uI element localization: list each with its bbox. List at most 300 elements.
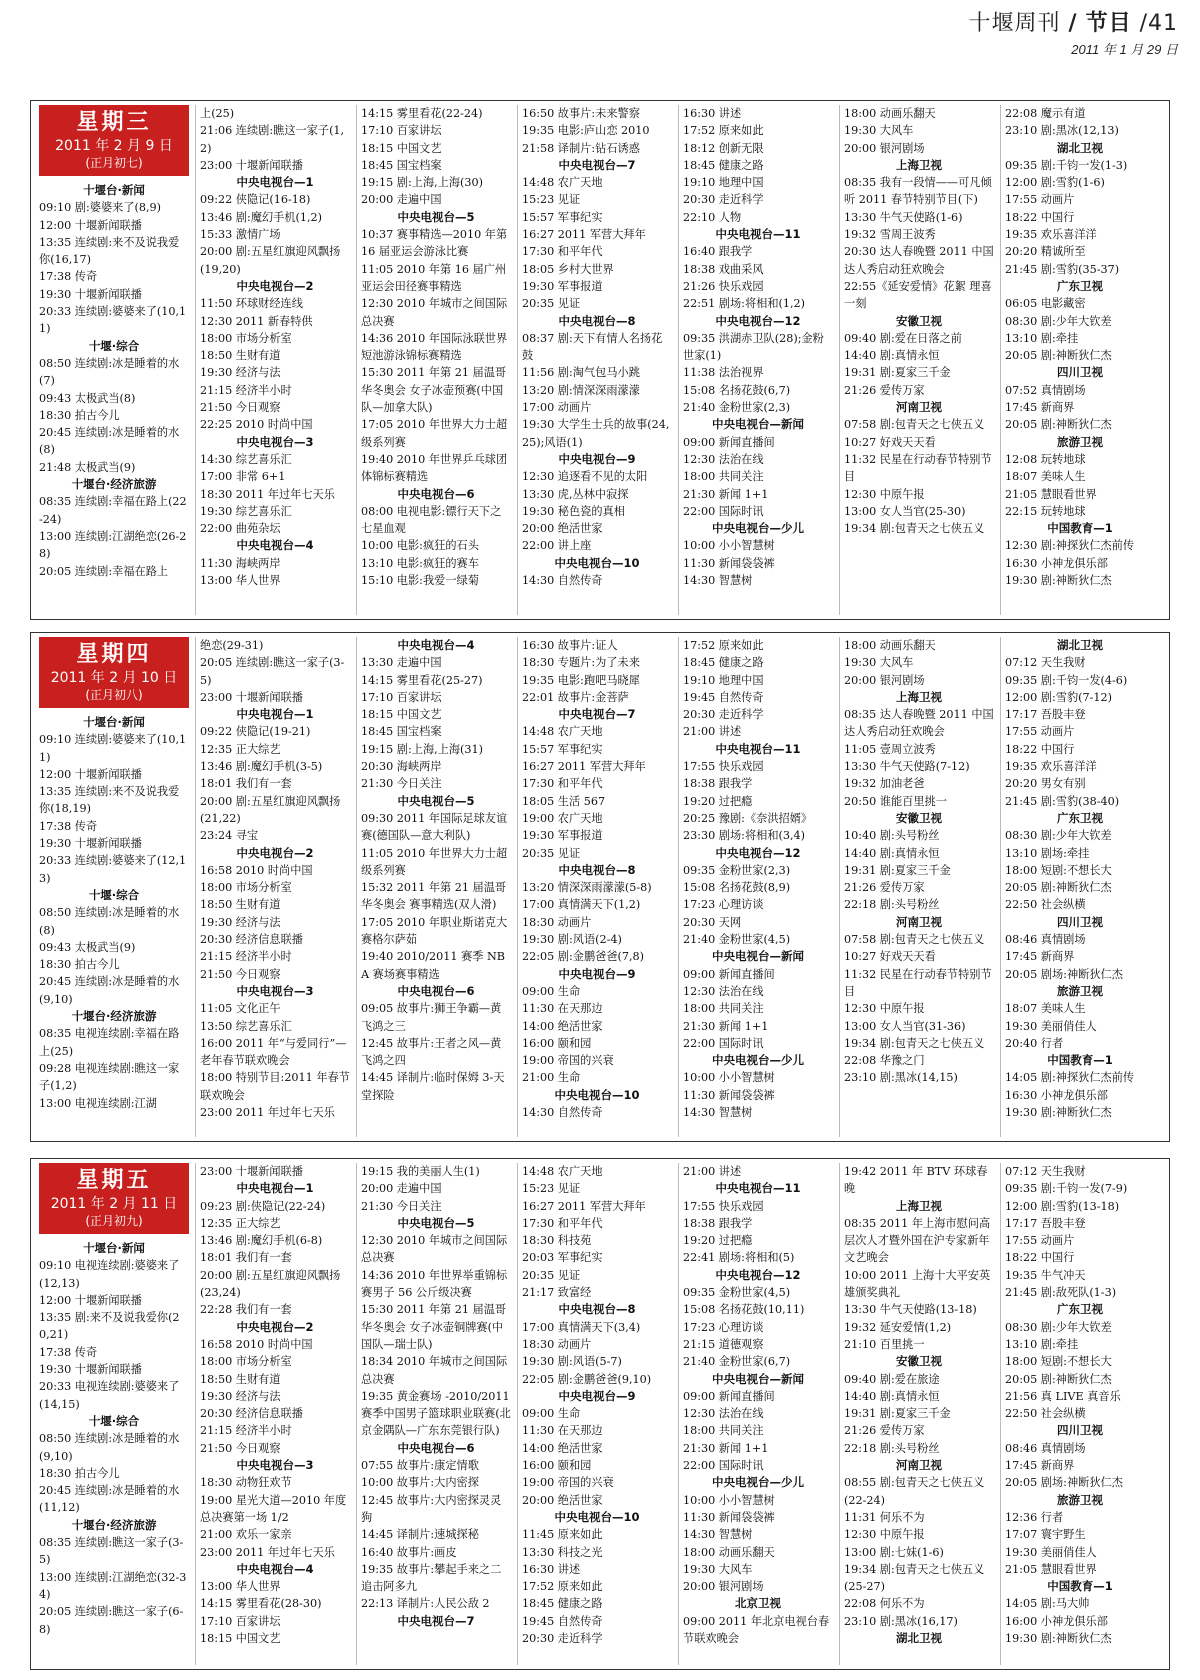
channel-heading: 中央电视台—11 xyxy=(715,1181,801,1196)
program-entry: 18:22 中国行 xyxy=(1005,210,1075,224)
schedule-column xyxy=(356,1163,517,1665)
program-entry: 08:50 连续剧:冰是睡着的水(8) xyxy=(39,906,180,937)
program-entry: 09:10 电视连续剧:婆婆来了(12,13) xyxy=(39,1259,180,1290)
program-entry: 17:10 百家讲坛 xyxy=(200,1614,281,1628)
day-date: 2011 年 2 月 10 日 xyxy=(50,670,178,686)
weekday-badge xyxy=(39,1163,189,1234)
channel-heading: 中央电视台—1 xyxy=(236,1181,314,1196)
program-entry: 23:24 寻宝 xyxy=(200,829,259,843)
program-entry: 20:25 豫剧:《奈洪招婿》 xyxy=(683,811,813,825)
program-entry: 14:36 2010 年世界举重锦标赛男子 56 公斤级决赛 xyxy=(361,1268,508,1300)
program-entry: 17:55 动画片 xyxy=(1005,193,1075,207)
program-entry: 16:27 2011 军营大拜年 xyxy=(522,228,646,242)
program-entry: 21:30 今日关注 xyxy=(361,1199,442,1213)
program-entry: 21:15 经济半小时 xyxy=(200,950,292,964)
channel-heading: 旅游卫视 xyxy=(1057,434,1103,449)
program-entry: 14:15 雾里看花(28-30) xyxy=(200,1597,322,1611)
channel-heading: 中央电视台—少儿 xyxy=(712,521,804,536)
program-entry: 12:08 玩转地球 xyxy=(1005,452,1086,466)
program-entry: 19:30 大风车 xyxy=(683,1562,753,1576)
program-entry: 23:10 剧:黑冰(12,13) xyxy=(1005,124,1119,138)
program-entry: 20:35 见证 xyxy=(522,297,581,311)
program-entry: 17:17 吾股丰登 xyxy=(1005,1216,1086,1230)
program-entry: 09:00 生命 xyxy=(522,1407,581,1421)
schedule-column xyxy=(1000,637,1161,1137)
day-date: 2011 年 2 月 9 日 xyxy=(55,138,173,154)
channel-heading: 中央电视台—9 xyxy=(558,1388,636,1403)
program-entry: 18:45 国宝档案 xyxy=(361,725,442,739)
program-entry: 08:30 剧:少年大钦差 xyxy=(1005,314,1112,328)
program-entry: 09:40 剧:爱在旅途 xyxy=(844,1372,940,1386)
program-entry: 18:38 跟我学 xyxy=(683,1216,753,1230)
program-entry: 12:30 中原午报 xyxy=(844,1528,925,1542)
channel-heading: 十堰·综合 xyxy=(88,887,140,902)
program-entry: 23:00 十堰新闻联播 xyxy=(200,1165,303,1178)
program-entry: 18:07 美味人生 xyxy=(1005,470,1086,484)
program-entry: 19:31 剧:夏家三千金 xyxy=(844,1407,951,1421)
day-columns xyxy=(39,1163,1161,1665)
program-entry: 11:32 民星在行动春节特别节目 xyxy=(844,967,992,998)
program-entry: 21:00 讲述 xyxy=(683,725,742,739)
program-entry: 10:00 小小智慧树 xyxy=(683,1493,775,1507)
program-entry: 10:00 电影:疯狂的石头 xyxy=(361,539,479,553)
program-entry: 21:30 新闻 1+1 xyxy=(683,1441,769,1455)
program-entry: 21:26 爱传万家 xyxy=(844,881,925,895)
channel-heading: 上海卫视 xyxy=(896,689,942,704)
program-entry: 22:51 剧场:将相和(1,2) xyxy=(683,297,806,311)
program-entry: 12:30 法治在线 xyxy=(683,984,764,998)
program-entry: 13:10 电影:疯狂的赛车 xyxy=(361,556,479,570)
program-entry: 21:26 快乐戏园 xyxy=(683,279,764,293)
schedule-column xyxy=(195,1163,356,1665)
program-entry: 09:23 剧:侠隐记(22-24) xyxy=(200,1199,326,1213)
channel-heading: 河南卫视 xyxy=(896,1458,942,1473)
program-entry: 17:45 新商界 xyxy=(1005,1459,1075,1473)
program-entry: 18:00 市场分析室 xyxy=(200,881,292,895)
program-entry: 13:20 情深深雨濛濛(5-8) xyxy=(522,881,652,895)
program-entry: 17:00 非常 6+1 xyxy=(200,470,286,484)
program-entry: 17:45 新商界 xyxy=(1005,401,1075,415)
program-entry: 23:30 剧场:将相和(3,4) xyxy=(683,829,806,843)
program-entry: 12:30 中原午报 xyxy=(844,487,925,501)
program-entry: 19:10 地理中国 xyxy=(683,673,764,687)
program-entry: 10:27 好戏天天看 xyxy=(844,950,936,964)
program-entry: 绝恋(29-31) xyxy=(200,639,264,652)
program-entry: 21:17 致富经 xyxy=(522,1286,592,1300)
program-entry: 20:05 剧:神断狄仁杰 xyxy=(1005,881,1112,895)
program-entry: 18:45 健康之路 xyxy=(683,158,764,172)
program-entry: 06:05 电影藏密 xyxy=(1005,297,1086,311)
channel-heading: 十堰台·经济旅游 xyxy=(71,477,157,492)
program-entry: 11:30 在天那边 xyxy=(522,1002,603,1016)
program-entry: 20:30 走近科学 xyxy=(683,193,764,207)
channel-heading: 广东卫视 xyxy=(1057,810,1103,825)
lunar-date: (正月初八) xyxy=(85,688,143,702)
channel-heading: 安徽卫视 xyxy=(896,313,942,328)
program-entry: 12:30 2010 年城市之间国际总决赛 xyxy=(361,1234,508,1265)
channel-heading: 上海卫视 xyxy=(896,157,942,172)
channel-heading: 中央电视台—9 xyxy=(558,966,636,981)
program-entry: 18:34 2010 年城市之间国际总决赛 xyxy=(361,1355,508,1386)
program-entry: 13:30 牛气天使路(1-6) xyxy=(844,210,963,224)
program-entry: 09:35 剧:千钧一发(1-3) xyxy=(1005,158,1128,172)
program-entry: 19:00 农广天地 xyxy=(522,811,603,825)
program-entry: 19:30 军事报道 xyxy=(522,279,603,293)
program-entry: 18:30 科技苑 xyxy=(522,1234,592,1248)
program-entry: 20:20 精诚所至 xyxy=(1005,245,1086,259)
program-entry: 20:05 连续剧:幸福在路上 xyxy=(39,564,169,578)
channel-heading: 中央电视台—新闻 xyxy=(712,949,804,964)
program-entry: 12:35 正大综艺 xyxy=(200,1216,281,1230)
program-entry: 18:15 中国文艺 xyxy=(361,141,442,155)
program-entry: 20:00 走遍中国 xyxy=(361,193,442,207)
program-entry: 15:10 电影:我爱一绿菊 xyxy=(361,574,479,588)
program-entry: 15:32 2011 年第 21 届温哥华冬奥会 赛事精选(双人滑) xyxy=(361,881,507,912)
program-entry: 21:40 金粉世家(4,5) xyxy=(683,933,791,947)
program-entry: 09:30 2011 年国际足球友谊赛(德国队—意大利队) xyxy=(361,811,508,843)
program-entry: 11:05 2010 年第 16 届广州亚运会田径赛事精选 xyxy=(361,262,507,293)
channel-heading: 旅游卫视 xyxy=(1057,1492,1103,1507)
program-entry: 16:00 颐和园 xyxy=(522,1459,592,1473)
program-entry: 22:10 人物 xyxy=(683,210,742,224)
program-entry: 19:30 大风车 xyxy=(844,124,914,138)
program-entry: 08:35 我有一段情——可凡倾听 2011 春节特别节目(下) xyxy=(844,176,992,207)
program-entry: 15:23 见证 xyxy=(522,193,581,207)
program-entry: 14:48 农广天地 xyxy=(522,176,603,190)
program-entry: 21:45 剧:敌死队(1-3) xyxy=(1005,1286,1117,1300)
program-entry: 09:43 太极武当(9) xyxy=(39,940,136,954)
program-entry: 19:31 剧:夏家三千金 xyxy=(844,863,951,877)
weekday-label: 星期五 xyxy=(76,1168,152,1193)
program-entry: 21:06 连续剧:瞧这一家子(1,2) xyxy=(200,124,345,155)
program-entry: 20:40 行者 xyxy=(1005,1036,1064,1050)
program-entry: 14:00 绝活世家 xyxy=(522,1019,603,1033)
program-entry: 19:35 电影:跑吧马晓犀 xyxy=(522,673,640,687)
program-entry: 10:00 故事片:大内密探 xyxy=(361,1476,479,1490)
program-entry: 07:55 故事片:康定情歌 xyxy=(361,1459,479,1473)
program-entry: 18:15 中国文艺 xyxy=(200,1632,281,1646)
program-entry: 16:30 小神龙俱乐部 xyxy=(1005,556,1108,570)
program-entry: 20:00 走遍中国 xyxy=(361,1182,442,1196)
program-entry: 13:00 剧:七妹(1-6) xyxy=(844,1545,944,1559)
program-entry: 20:05 剧场:神断狄仁杰 xyxy=(1005,967,1123,981)
program-entry: 13:35 剧:来不及说我爱你(20,21) xyxy=(39,1311,180,1342)
weekday-label: 星期三 xyxy=(76,110,152,135)
program-entry: 19:35 故事片:攀起手来之二追击阿多九 xyxy=(361,1562,502,1594)
program-entry: 21:10 百里挑一 xyxy=(844,1337,925,1351)
program-entry: 20:05 剧:神断狄仁杰 xyxy=(1005,1372,1112,1386)
program-entry: 20:30 走近科学 xyxy=(683,708,764,722)
program-entry: 18:30 动物狂欢节 xyxy=(200,1476,292,1490)
program-entry: 22:00 国际时讯 xyxy=(683,1459,764,1473)
program-entry: 09:28 电视连续剧:瞧这一家子(1,2) xyxy=(39,1061,180,1093)
channel-heading: 中央电视台—8 xyxy=(558,862,636,877)
program-entry: 20:03 军事纪实 xyxy=(522,1251,603,1265)
program-entry: 19:34 剧:包青天之七侠五义 xyxy=(844,1036,985,1050)
program-entry: 19:32 延安爱情(1,2) xyxy=(844,1320,952,1334)
program-entry: 19:34 剧:包青天之七侠五义 xyxy=(844,522,985,536)
schedule-column xyxy=(517,105,678,615)
program-entry: 13:00 连续剧:江湖绝恋(26-28) xyxy=(39,529,187,561)
program-entry: 17:00 真情满天下(1,2) xyxy=(522,898,641,912)
channel-heading: 安徽卫视 xyxy=(896,1354,942,1369)
program-entry: 08:37 剧:天下有情人名扬花鼓 xyxy=(522,331,663,363)
program-entry: 23:10 剧:黑冰(14,15) xyxy=(844,1071,958,1085)
schedule-column xyxy=(839,637,1000,1137)
channel-heading: 中央电视台—2 xyxy=(236,1319,314,1334)
lunar-date: (正月初九) xyxy=(85,1214,143,1228)
program-entry: 18:38 戏曲采风 xyxy=(683,262,764,276)
program-entry: 18:00 特别节目:2011 年春节联欢晚会 xyxy=(200,1071,350,1102)
program-entry: 19:32 加油老爸 xyxy=(844,777,925,791)
program-entry: 12:00 十堰新闻联播 xyxy=(39,767,142,781)
program-entry: 18:30 动画片 xyxy=(522,1337,592,1351)
schedule-column xyxy=(39,105,195,615)
program-entry: 14:48 农广天地 xyxy=(522,1165,603,1178)
channel-heading: 中央电视台—7 xyxy=(558,157,636,172)
program-entry: 17:10 百家讲坛 xyxy=(361,690,442,704)
program-entry: 19:30 综艺喜乐汇 xyxy=(200,504,292,518)
program-entry: 12:00 十堰新闻联播 xyxy=(39,1293,142,1307)
program-entry: 17:00 动画片 xyxy=(522,401,592,415)
program-entry: 22:50 社会纵横 xyxy=(1005,898,1086,912)
channel-heading: 中国教育—1 xyxy=(1047,521,1113,536)
channel-heading: 中央电视台—6 xyxy=(397,1440,475,1455)
program-entry: 19:34 剧:包青天之七侠五义(25-27) xyxy=(844,1562,985,1594)
weekday-badge xyxy=(39,105,189,176)
program-entry: 09:10 连续剧:婆婆来了(10,11) xyxy=(39,733,187,764)
channel-heading: 中央电视台—6 xyxy=(397,486,475,501)
program-entry: 19:35 电影:庐山恋 2010 xyxy=(522,124,650,138)
program-entry: 15:08 名扬花鼓(6,7) xyxy=(683,383,791,397)
program-entry: 16:58 2010 时尚中国 xyxy=(200,863,313,877)
weekday-label: 星期四 xyxy=(76,642,152,667)
program-entry: 17:52 原来如此 xyxy=(683,124,764,138)
program-entry: 15:33 激情广场 xyxy=(200,228,281,242)
program-entry: 12:30 追逐看不见的太阳 xyxy=(522,470,648,484)
program-entry: 07:52 真情剧场 xyxy=(1005,383,1086,397)
program-entry: 09:35 剧:千钧一发(4-6) xyxy=(1005,673,1128,687)
program-entry: 19:00 帝国的兴衰 xyxy=(522,1054,614,1068)
program-entry: 20:20 男女有别 xyxy=(1005,777,1086,791)
channel-heading: 广东卫视 xyxy=(1057,1302,1103,1317)
channel-heading: 十堰台·经济旅游 xyxy=(71,1517,157,1532)
program-entry: 08:50 连续剧:冰是睡着的水(7) xyxy=(39,356,180,388)
program-entry: 18:45 国宝档案 xyxy=(361,158,442,172)
program-entry: 22:15 玩转地球 xyxy=(1005,504,1086,518)
program-entry: 17:30 和平年代 xyxy=(522,1216,603,1230)
program-entry: 07:12 天生我财 xyxy=(1005,656,1086,670)
program-entry: 08:35 2011 年上海市慰问高层次人才暨外国在沪专家新年文艺晚会 xyxy=(844,1216,991,1265)
program-entry: 19:35 欢乐喜洋洋 xyxy=(1005,760,1097,774)
program-entry: 22:01 故事片:金菩萨 xyxy=(522,690,629,704)
program-entry: 22:25 2010 时尚中国 xyxy=(200,418,313,432)
program-entry: 18:45 健康之路 xyxy=(522,1597,603,1611)
program-entry: 11:05 2010 年世界大力士超级系列赛 xyxy=(361,846,508,877)
program-entry: 17:05 2010 年职业斯诺克大赛格尔萨茹 xyxy=(361,915,508,947)
program-entry: 19:35 欢乐喜洋洋 xyxy=(1005,228,1097,242)
program-entry: 11:45 原来如此 xyxy=(522,1528,603,1542)
program-entry: 08:35 达人春晚暨 2011 中国达人秀启动狂欢晚会 xyxy=(844,708,994,739)
program-entry: 13:30 牛气天使路(13-18) xyxy=(844,1303,977,1317)
channel-heading: 河南卫视 xyxy=(896,914,942,929)
program-entry: 09:43 太极武当(8) xyxy=(39,391,136,405)
schedule-column xyxy=(517,637,678,1137)
program-entry: 10:27 好戏天天看 xyxy=(844,435,936,449)
channel-heading: 安徽卫视 xyxy=(896,810,942,825)
program-entry: 12:00 剧:雪豹(1-6) xyxy=(1005,176,1105,190)
program-entry: 13:30 科技之光 xyxy=(522,1545,603,1559)
channel-heading: 中央电视台—10 xyxy=(554,555,640,570)
program-entry: 21:05 慧眼看世界 xyxy=(1005,1562,1097,1576)
program-entry: 23:10 剧:黑冰(16,17) xyxy=(844,1614,958,1628)
channel-heading: 中央电视台—4 xyxy=(397,638,475,652)
program-entry: 17:52 原来如此 xyxy=(522,1580,603,1594)
program-entry: 18:00 市场分析室 xyxy=(200,331,292,345)
program-entry: 20:35 见证 xyxy=(522,1268,581,1282)
program-entry: 11:38 法治视界 xyxy=(683,366,764,380)
program-entry: 13:46 剧:魔幻手机(6-8) xyxy=(200,1234,323,1248)
program-entry: 14:15 雾里看花(22-24) xyxy=(361,107,483,120)
program-entry: 13:00 电视连续剧:江湖 xyxy=(39,1096,157,1110)
program-entry: 12:30 剧:神探狄仁杰前传 xyxy=(1005,539,1135,553)
program-entry: 18:00 短剧:不想长大 xyxy=(1005,1355,1112,1369)
program-entry: 20:30 经济信息联播 xyxy=(200,933,303,947)
channel-heading: 中央电视台—少儿 xyxy=(712,1053,804,1068)
program-entry: 12:35 正大综艺 xyxy=(200,742,281,756)
program-entry: 08:35 连续剧:幸福在路上(22-24) xyxy=(39,495,187,526)
program-entry: 13:00 女人当官(31-36) xyxy=(844,1019,966,1033)
program-entry: 13:46 剧:魔幻手机(1,2) xyxy=(200,210,323,224)
program-entry: 19:30 美丽俏佳人 xyxy=(1005,1019,1097,1033)
program-entry: 17:23 心理访谈 xyxy=(683,1320,764,1334)
program-entry: 13:00 女人当官(25-30) xyxy=(844,504,966,518)
program-entry: 12:30 中原午报 xyxy=(844,1002,925,1016)
program-entry: 14:30 智慧树 xyxy=(683,1106,753,1120)
program-entry: 19:30 剧:风语(5-7) xyxy=(522,1355,622,1369)
program-entry: 16:00 2011 年“与爱同行”—老年春节联欢晚会 xyxy=(200,1036,347,1068)
program-entry: 22:13 译制片:人民公敌 2 xyxy=(361,1597,490,1611)
channel-heading: 十堰·综合 xyxy=(88,338,140,353)
program-entry: 18:07 美味人生 xyxy=(1005,1002,1086,1016)
schedule-column xyxy=(39,1163,195,1665)
channel-heading: 十堰台·经济旅游 xyxy=(71,1009,157,1024)
program-entry: 09:00 新闻直播间 xyxy=(683,1389,775,1403)
channel-heading: 中央电视台—7 xyxy=(397,1613,475,1628)
weekday-badge xyxy=(39,637,189,708)
channel-heading: 中央电视台—8 xyxy=(558,1302,636,1317)
program-entry: 13:30 走遍中国 xyxy=(361,656,442,670)
program-entry: 16:40 跟我学 xyxy=(683,245,753,259)
program-entry: 20:35 见证 xyxy=(522,846,581,860)
program-entry: 14:30 智慧树 xyxy=(683,574,753,588)
program-entry: 20:00 银河剧场 xyxy=(683,1580,764,1594)
program-entry: 18:00 共同关注 xyxy=(683,1424,764,1438)
program-entry: 19:30 剧:神断狄仁杰 xyxy=(1005,1106,1112,1120)
program-entry: 21:30 新闻 1+1 xyxy=(683,1019,769,1033)
program-entry: 17:38 传奇 xyxy=(39,1345,98,1359)
program-entry: 17:05 2010 年世界大力士超级系列赛 xyxy=(361,418,508,449)
program-entry: 19:35 牛气冲天 xyxy=(1005,1268,1086,1282)
program-entry: 09:35 金粉世家(2,3) xyxy=(683,863,791,877)
program-entry: 18:12 创新无限 xyxy=(683,141,764,155)
program-entry: 16:27 2011 军营大拜年 xyxy=(522,760,646,774)
program-entry: 21:58 译制片:钻石诱惑 xyxy=(522,141,640,155)
program-entry: 20:05 连续剧:瞧这一家子(6-8) xyxy=(39,1605,184,1636)
day-date: 2011 年 2 月 11 日 xyxy=(50,1196,178,1212)
program-entry: 13:46 剧:魔幻手机(3-5) xyxy=(200,760,323,774)
program-entry: 14:00 绝活世家 xyxy=(522,1441,603,1455)
program-entry: 14:30 自然传奇 xyxy=(522,1106,603,1120)
program-entry: 14:30 综艺喜乐汇 xyxy=(200,452,292,466)
program-entry: 22:05 剧:金鹏爸爸(9,10) xyxy=(522,1372,652,1386)
channel-heading: 十堰台·新闻 xyxy=(83,715,145,729)
program-entry: 20:00 绝活世家 xyxy=(522,1493,603,1507)
program-entry: 21:00 生命 xyxy=(522,1071,581,1085)
program-entry: 10:00 小小智慧树 xyxy=(683,539,775,553)
program-entry: 19:10 地理中国 xyxy=(683,176,764,190)
program-entry: 12:30 法治在线 xyxy=(683,452,764,466)
program-entry: 22:50 社会纵横 xyxy=(1005,1407,1086,1421)
program-entry: 18:30 动画片 xyxy=(522,915,592,929)
program-entry: 15:08 名扬花鼓(10,11) xyxy=(683,1303,805,1317)
program-entry: 19:30 十堰新闻联播 xyxy=(39,837,142,851)
program-entry: 17:38 传奇 xyxy=(39,819,98,833)
program-entry: 10:37 赛事精选—2010 年第 16 届亚运会游泳比赛 xyxy=(361,228,508,259)
program-entry: 13:20 剧:情深深雨濛濛 xyxy=(522,383,640,397)
program-entry: 20:00 剧:五星红旗迎风飘扬(19,20) xyxy=(200,245,341,276)
program-entry: 19:40 2010 年世界乒乓球团体锦标赛精选 xyxy=(361,452,508,484)
program-entry: 10:40 剧:头号粉丝 xyxy=(844,829,940,843)
channel-heading: 中国教育—1 xyxy=(1047,1053,1113,1068)
schedule-column xyxy=(195,105,356,615)
program-entry: 15:23 见证 xyxy=(522,1182,581,1196)
program-entry: 19:00 帝国的兴衰 xyxy=(522,1476,614,1490)
channel-heading: 四川卫视 xyxy=(1057,1423,1103,1438)
program-entry: 22:00 国际时讯 xyxy=(683,504,764,518)
program-entry: 22:00 国际时讯 xyxy=(683,1036,764,1050)
program-entry: 13:30 虎,丛林中寂探 xyxy=(522,487,629,501)
program-entry: 17:17 吾股丰登 xyxy=(1005,708,1086,722)
program-entry: 07:58 剧:包青天之七侠五义 xyxy=(844,418,985,432)
page-header xyxy=(969,6,1179,58)
program-entry: 22:00 曲苑杂坛 xyxy=(200,522,281,536)
program-entry: 20:30 达人春晚暨 2011 中国达人秀启动狂欢晚会 xyxy=(844,245,994,276)
program-entry: 17:55 动画片 xyxy=(1005,725,1075,739)
program-entry: 22:08 何乐不为 xyxy=(844,1597,925,1611)
channel-heading: 中央电视台—12 xyxy=(715,845,801,860)
program-entry: 16:30 故事片:证人 xyxy=(522,639,618,652)
program-entry: 12:30 法治在线 xyxy=(683,1407,764,1421)
program-entry: 17:30 和平年代 xyxy=(522,777,603,791)
program-entry: 09:05 故事片:狮王争霸—黄飞鸿之三 xyxy=(361,1002,502,1033)
program-entry: 21:30 今日关注 xyxy=(361,777,442,791)
program-entry: 12:45 故事片:王者之风—黄飞鸿之四 xyxy=(361,1036,502,1068)
schedule-column xyxy=(517,1163,678,1665)
program-entry: 12:30 2010 年城市之间国际总决赛 xyxy=(361,297,508,328)
program-entry: 13:00 连续剧:江湖绝恋(32-34) xyxy=(39,1570,187,1601)
program-entry: 22:08 华豫之门 xyxy=(844,1054,925,1068)
program-entry: 16:40 故事片:画皮 xyxy=(361,1545,457,1559)
channel-heading: 中央电视台—11 xyxy=(715,227,801,242)
program-entry: 18:45 健康之路 xyxy=(683,656,764,670)
program-entry: 09:40 剧:爱在日落之前 xyxy=(844,331,962,345)
program-entry: 18:50 生财有道 xyxy=(200,1372,281,1386)
program-entry: 19:15 剧:上海,上海(30) xyxy=(361,176,484,190)
channel-heading: 中央电视台—10 xyxy=(554,1087,640,1102)
channel-heading: 旅游卫视 xyxy=(1057,983,1103,998)
program-entry: 20:00 绝活世家 xyxy=(522,522,603,536)
